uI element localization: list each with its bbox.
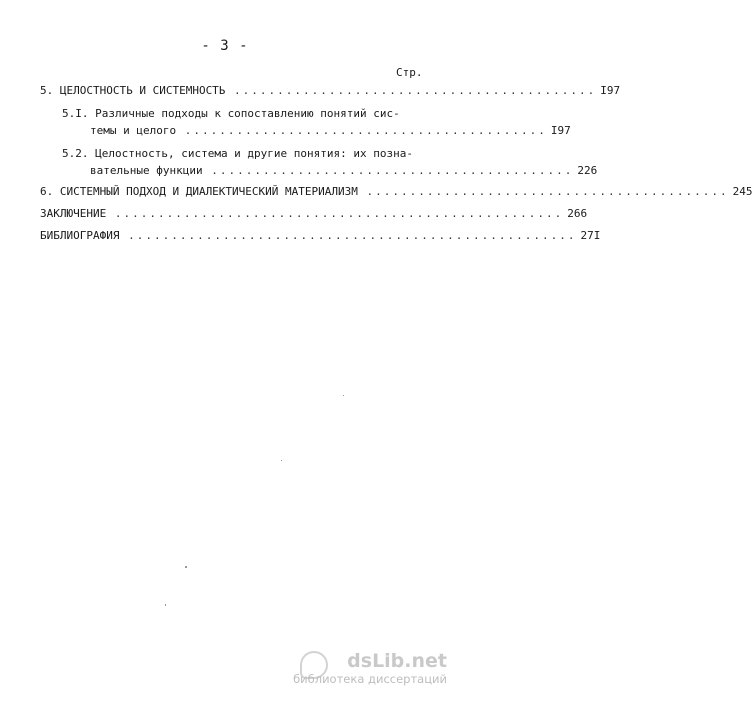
watermark [257,650,447,686]
watermark-logo: dsLib.net [347,650,447,672]
watermark-tagline: библиотека диссертаций [293,672,447,686]
toc-entry-5-1-line1: 5.I. Различные подходы к сопоставлению понятий сис- [62,107,400,120]
dot-leader: .......................................... [225,84,597,97]
toc-title: вательные функции [90,164,203,177]
scan-speck [165,604,166,606]
toc-entry-5-2 [90,164,598,180]
toc-entry-5-2-line1: 5.2. Целостность, система и другие понятия: их позна- [62,147,413,160]
dot-leader: .......................................... [357,185,729,198]
toc-entry-5 [40,84,621,100]
dot-leader: .......................................... [176,124,547,137]
scan-speck [281,460,282,461]
toc-page: 226 [577,164,598,177]
toc-title: БИБЛИОГРАФИЯ [40,229,120,242]
scan-speck [343,395,344,396]
toc-page: I97 [600,84,621,97]
toc-title: темы и целого [90,124,177,137]
dot-leader: .......................................... [202,164,574,177]
toc-page: I97 [550,124,571,137]
dot-leader: .................................................... [119,229,577,242]
dot-leader: .................................................... [106,207,564,220]
toc-title: 5. ЦЕЛОСТНОСТЬ И СИСТЕМНОСТЬ [40,84,226,97]
page-column-header: Стр. [396,66,423,79]
toc-title: ЗАКЛЮЧЕНИЕ [40,207,107,220]
scan-speck [185,566,187,568]
toc-entry-bibliography [40,229,601,245]
toc-page: 27I [580,229,601,242]
toc-entry-6 [40,185,753,201]
toc-entry-5-1 [90,124,571,140]
toc-page: 245 [732,185,753,198]
page-number: - 3 - [201,38,249,54]
toc-title: 6. СИСТЕМНЫЙ ПОДХОД И ДИАЛЕКТИЧЕСКИЙ МАТЕРИАЛИЗМ [40,185,358,198]
toc-entry-conclusion [40,207,588,223]
toc-page: 266 [567,207,588,220]
